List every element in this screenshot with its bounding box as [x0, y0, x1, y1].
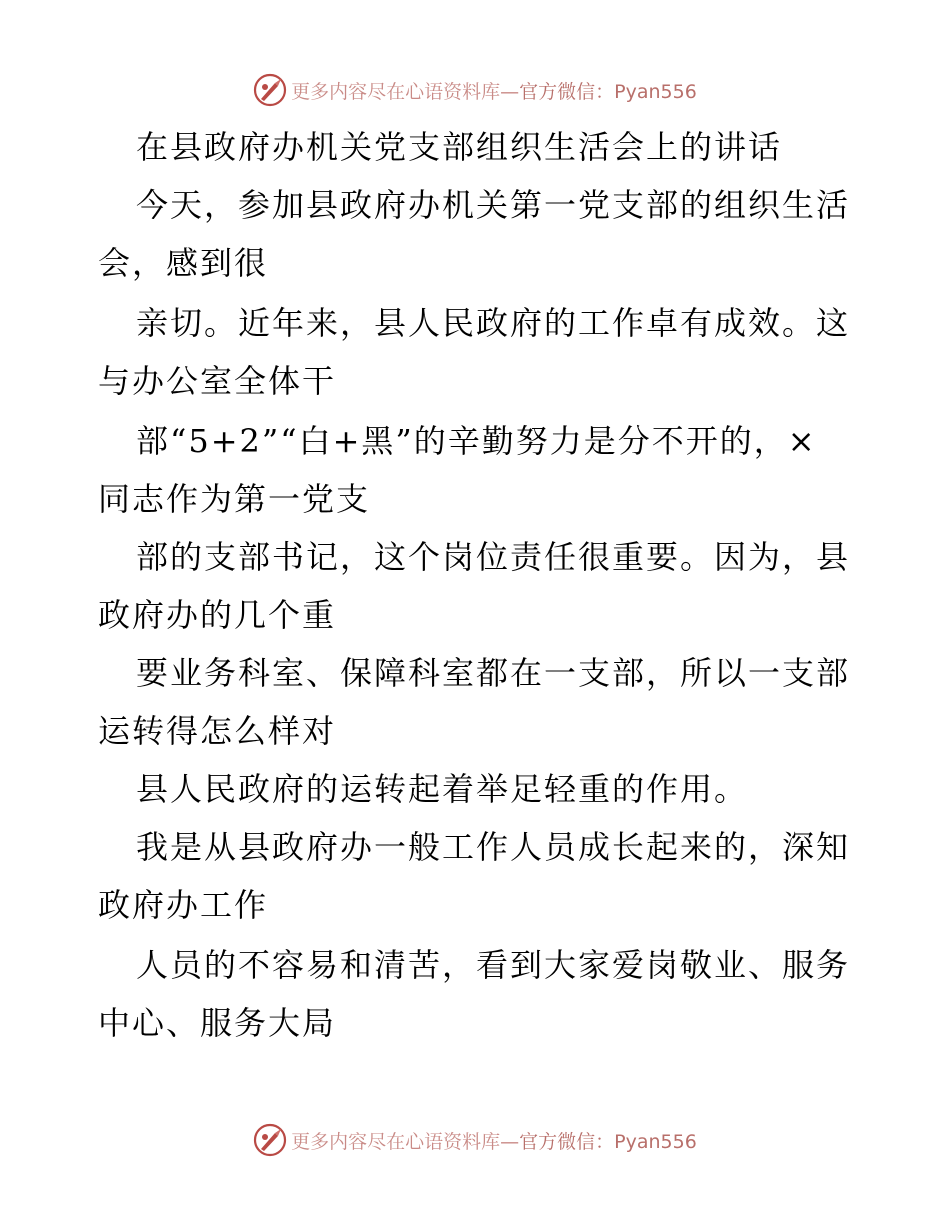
watermark-text: 更多内容尽在心语资料库	[291, 1130, 501, 1153]
paragraph-line: 中心、服务大局	[98, 1004, 337, 1042]
paragraph-line: 亲切。近年来，县人民政府的工作卓有成效。这	[136, 304, 851, 342]
footer-watermark	[0, 1120, 950, 1160]
paragraph-line: 会，感到很	[98, 244, 269, 282]
header-watermark	[0, 70, 950, 110]
paragraph-line: 运转得怎么样对	[98, 712, 337, 750]
paragraph-line: 政府办工作	[98, 886, 269, 924]
paragraph-line: 今天，参加县政府办机关第一党支部的组织生活	[136, 186, 851, 224]
quill-logo-icon	[253, 73, 287, 107]
paragraph-line: 我是从县政府办一般工作人员成长起来的，深知	[136, 828, 851, 866]
quill-logo-icon	[253, 1123, 287, 1157]
document-title: 在县政府办机关党支部组织生活会上的讲话	[136, 128, 783, 166]
paragraph-line: 要业务科室、保障科室都在一支部，所以一支部	[136, 654, 851, 692]
watermark-contact: 官方微信：Pyan556	[519, 80, 697, 103]
watermark-text: 更多内容尽在心语资料库	[291, 80, 501, 103]
paragraph-line: 部“5+2”“白+黑”的辛勤努力是分不开的，×	[136, 422, 817, 460]
paragraph-line: 部的支部书记，这个岗位责任很重要。因为，县	[136, 538, 851, 576]
paragraph-line: 政府办的几个重	[98, 596, 337, 634]
paragraph-line: 县人民政府的运转起着举足轻重的作用。	[136, 770, 749, 808]
paragraph-line: 人员的不容易和清苦，看到大家爱岗敬业、服务	[136, 946, 851, 984]
watermark-contact: 官方微信：Pyan556	[519, 1130, 697, 1153]
paragraph-line: 同志作为第一党支	[98, 480, 371, 518]
paragraph-line: 与办公室全体干	[98, 362, 337, 400]
watermark-dash: —	[500, 80, 520, 103]
watermark-dash: —	[500, 1130, 520, 1153]
